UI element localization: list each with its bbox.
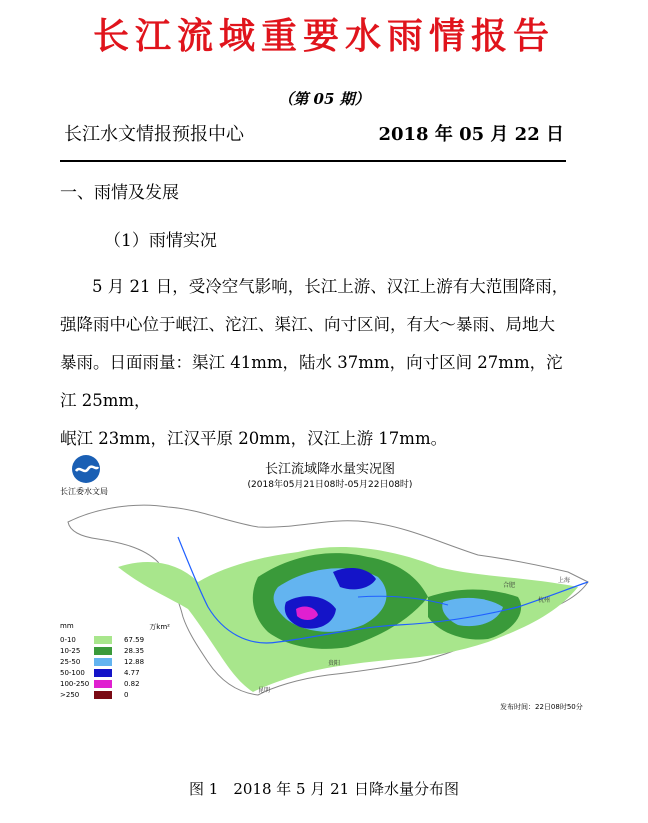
legend-row: [60, 667, 170, 678]
legend-unit-mm: mm: [60, 622, 74, 630]
legend-range: 100-250: [60, 679, 90, 688]
report-date: 2018 年 05 月 22 日: [378, 124, 564, 145]
legend-area-value: 0: [124, 690, 129, 699]
place-label: 上海: [558, 577, 571, 584]
issuing-center: 长江水文情报预报中心: [64, 124, 244, 145]
legend-area-value: 0.82: [124, 679, 140, 688]
legend-swatch: [94, 647, 112, 655]
legend-row: [60, 634, 170, 645]
logo-caption: 长江委水文局: [60, 487, 108, 496]
legend-row: [60, 656, 170, 667]
report-title: 长江流域重要水雨情报告: [92, 15, 555, 57]
paragraph-line: 5 月 21 日，受冷空气影响，长江上游、汉江上游有大范围降雨，: [92, 277, 569, 296]
legend-area-value: 67.59: [124, 635, 145, 644]
release-time: 发布时间：22日08时50分: [500, 703, 583, 711]
paragraph-line: 岷江 23mm，江汉平原 20mm，汉江上游 17mm。: [60, 429, 448, 448]
map-legend: [60, 622, 170, 700]
legend-swatch: [94, 691, 112, 699]
section-subheading: （1）雨情实况: [104, 231, 217, 251]
place-label: 杭州: [538, 597, 551, 604]
section-heading: 一、雨情及发展: [60, 183, 179, 203]
issue-number: （第 05 期）: [278, 90, 370, 108]
legend-swatch: [94, 658, 112, 666]
agency-logo-icon: [70, 453, 102, 485]
figure-caption: 图 1 2018 年 5 月 21 日降水量分布图: [189, 780, 459, 798]
legend-range: 0-10: [60, 635, 76, 644]
legend-row: [60, 678, 170, 689]
map-title: 长江流域降水量实况图: [264, 462, 395, 477]
paragraph-line: 强降雨中心位于岷江、沱江、渠江、向寸区间，有大～暴雨、局地大: [60, 315, 555, 334]
legend-range: 50-100: [60, 668, 85, 677]
legend-area-value: 4.77: [124, 668, 140, 677]
legend-swatch: [94, 680, 112, 688]
rain-description: [60, 268, 570, 458]
legend-swatch: [94, 636, 112, 644]
legend-row: [60, 689, 170, 700]
legend-area-value: 28.35: [124, 646, 145, 655]
map-subtitle: (2018年05月21日08时-05月22日08时): [247, 480, 413, 490]
place-label: 昆明: [258, 687, 271, 694]
legend-range: 10-25: [60, 646, 81, 655]
header-divider: [60, 160, 566, 162]
paragraph-line: 暴雨。日面雨量：渠江 41mm，陆水 37mm，向寸区间 27mm，沱江 25mm，: [60, 353, 563, 410]
place-label: 合肥: [503, 582, 516, 589]
place-label: 贵阳: [328, 660, 341, 667]
legend-range: >250: [60, 690, 80, 699]
legend-area-value: 12.88: [124, 657, 145, 666]
legend-unit-area: 万km²: [149, 623, 170, 631]
legend-swatch: [94, 669, 112, 677]
legend-row: [60, 645, 170, 656]
legend-range: 25-50: [60, 657, 81, 666]
